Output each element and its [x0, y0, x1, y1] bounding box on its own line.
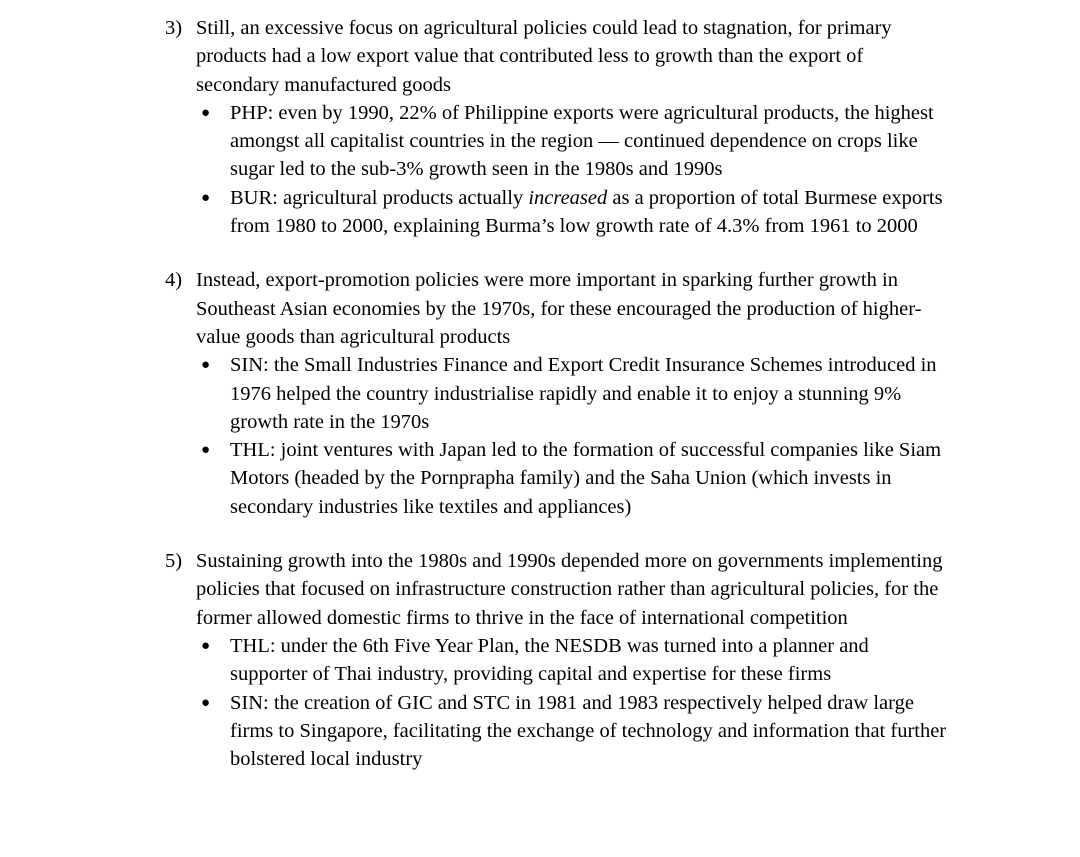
- bullet-point-icon: ●: [201, 189, 211, 206]
- text-run: BUR: agricultural products actually: [230, 186, 529, 209]
- text-run: as a proportion of total Burmese exports from 1980 to 2000, explaining Burma’s low growth rate of 4.3% from 1961 to 2000: [230, 186, 943, 238]
- emphasised-text: increased: [528, 186, 608, 209]
- sub-bullet-item: [201, 99, 948, 184]
- sub-bullet-list: [165, 99, 948, 240]
- outline-item: [165, 14, 948, 240]
- sub-bullet-text: [230, 184, 948, 241]
- sub-bullet-item: [201, 436, 948, 521]
- outline-list: [165, 14, 948, 773]
- sub-bullet-text: [230, 436, 948, 521]
- bullet-point-icon: ●: [201, 357, 211, 374]
- outline-item-row: [165, 14, 948, 99]
- sub-bullet-item: [201, 689, 948, 774]
- bullet-point-icon: ●: [201, 442, 211, 459]
- sub-bullet-item: [201, 184, 948, 241]
- sub-bullet-text: [230, 99, 948, 184]
- text-run: SIN: the Small Industries Finance and Export Credit Insurance Schemes introduced in 1976 helped the country industrialise rapidly and enable it to enjoy a stunning 9% growth rate in the 1970s: [230, 354, 937, 433]
- sub-bullet-item: [201, 632, 948, 689]
- sub-bullet-text: [230, 351, 948, 436]
- sub-bullet-text: [230, 632, 948, 689]
- outline-item-text: Instead, export-promotion policies were more important in sparking further growth in Southeast Asian economies by the 1970s, for these encouraged the production of higher-value goods than agricultural products: [196, 269, 922, 348]
- outline-item-row: [165, 266, 948, 351]
- outline-item-marker: 4): [165, 269, 183, 292]
- sub-bullet-list: [165, 632, 948, 773]
- outline-item-text: Still, an excessive focus on agricultural policies could lead to stagnation, for primary products had a low export value that contributed less to growth than the export of secondary manufactured goods: [196, 17, 892, 96]
- outline-item-marker: 3): [165, 17, 183, 39]
- text-run: THL: under the 6th Five Year Plan, the NESDB was turned into a planner and supporter of Thai industry, providing capital and expertise for these firms: [230, 634, 869, 686]
- outline-item-text: Sustaining growth into the 1980s and 1990s depended more on governments implementing policies that focused on infrastructure construction rather than agricultural policies, for the former allowed domestic firms to thrive in the face of international competition: [196, 550, 943, 629]
- sub-bullet-text: [230, 689, 948, 774]
- text-run: PHP: even by 1990, 22% of Philippine exports were agricultural products, the highest amongst all capitalist countries in the region — continued dependence on crops like sugar led to the sub-3% growth seen in the 1980s and 1990s: [230, 101, 934, 181]
- bullet-point-icon: ●: [201, 104, 211, 121]
- outline-item-row: [165, 547, 948, 632]
- text-run: SIN: the creation of GIC and STC in 1981 and 1983 respectively helped draw large firms to Singapore, facilitating the exchange of technology and information that further bolstered local industry: [230, 691, 947, 771]
- sub-bullet-item: [201, 351, 948, 436]
- outline-item: [165, 266, 948, 521]
- outline-item: [165, 547, 948, 773]
- bullet-point-icon: ●: [201, 694, 211, 711]
- sub-bullet-list: [165, 351, 948, 521]
- text-run: THL: joint ventures with Japan led to the formation of successful companies like Siam Motors (headed by the Pornprapha family) and the Saha Union (which invests in secondary industries like textiles and appliances): [230, 439, 942, 518]
- bullet-point-icon: ●: [201, 637, 211, 654]
- outline-item-marker: 5): [165, 550, 183, 573]
